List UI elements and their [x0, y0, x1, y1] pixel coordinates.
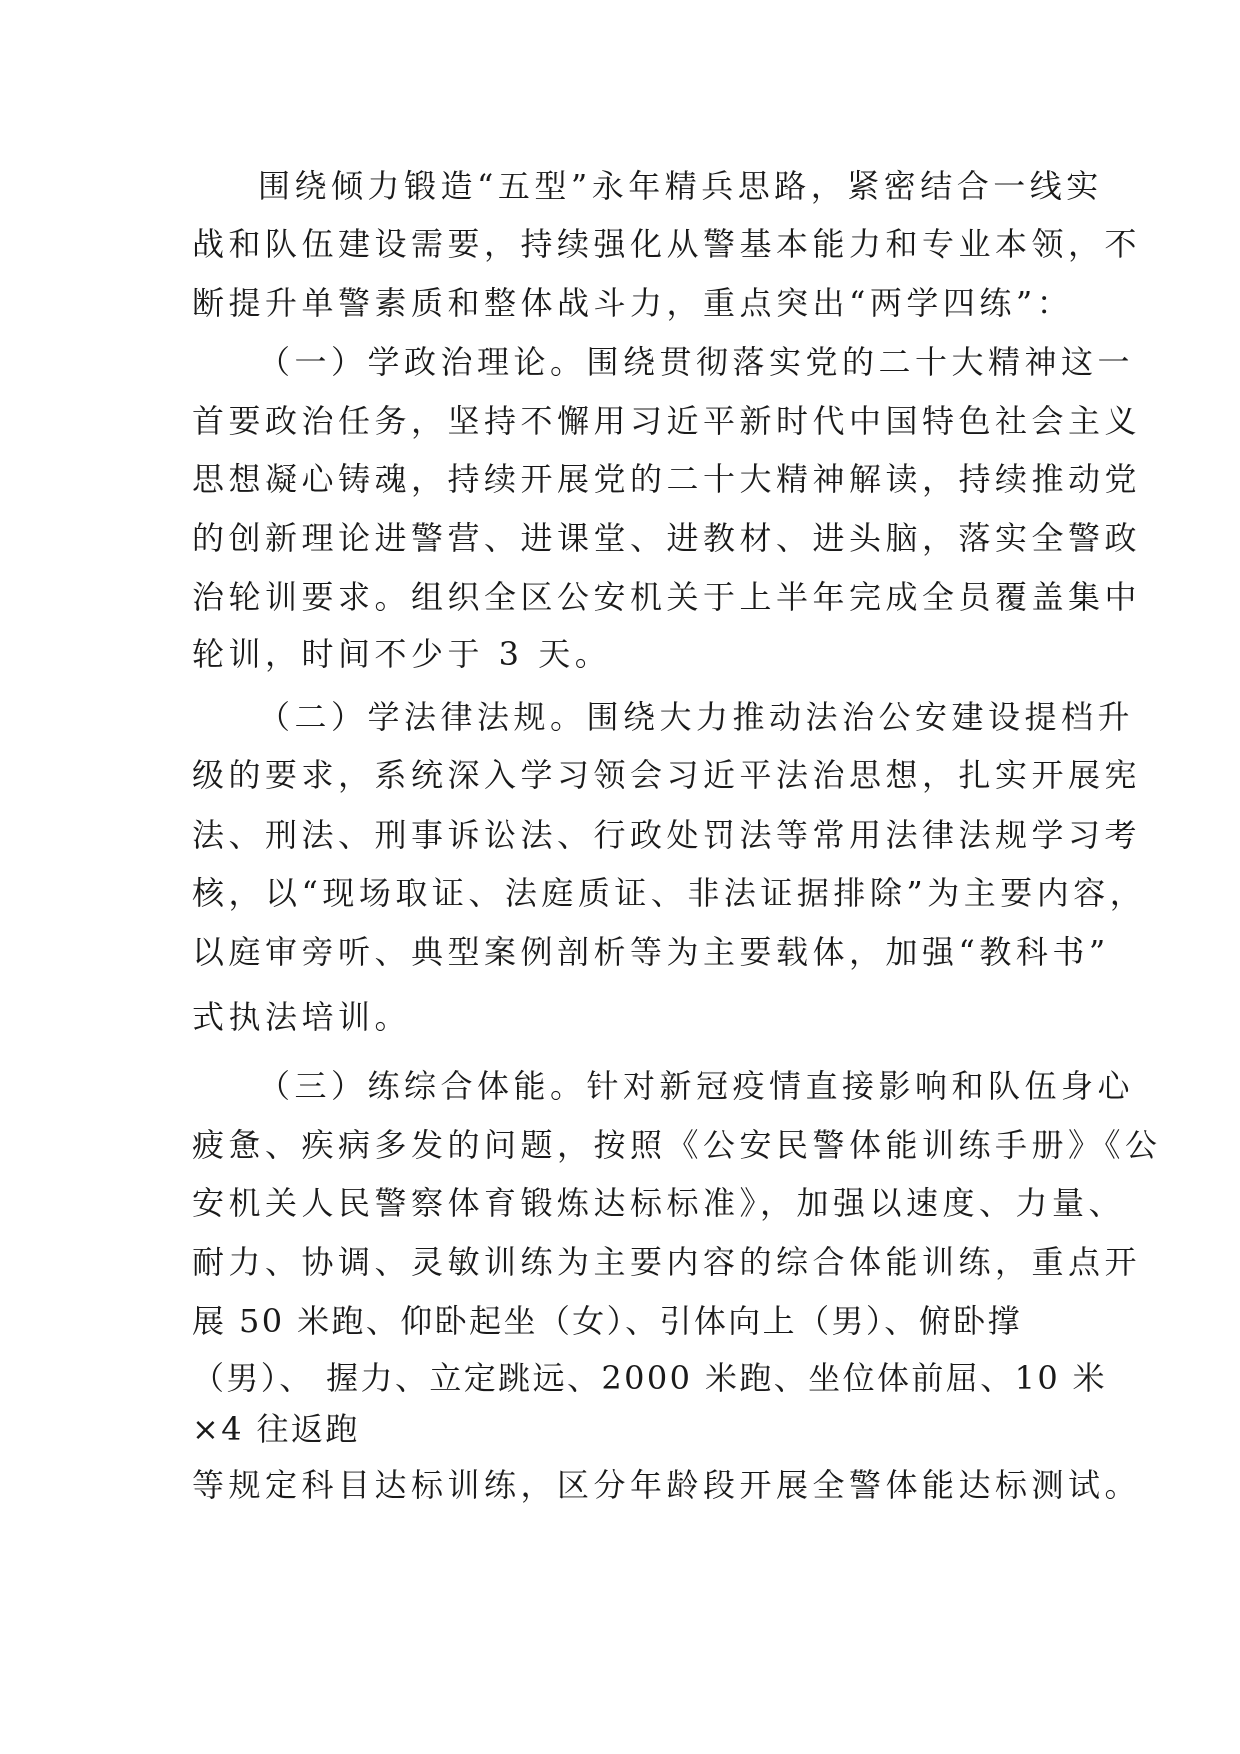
section-1-line-1: （一）学政治理论。围绕贯彻落实党的二十大精神这一 [258, 343, 1135, 381]
section-1-line-5: 治轮训要求。组织全区公安机关于上半年完成全员覆盖集中 [192, 578, 1142, 616]
section-3-line-3: 安机关人民警察体育锻炼达标标准》，加强以速度、力量、 [192, 1184, 1126, 1222]
section-3-line-8: 等规定科目达标训练，区分年龄段开展全警体能达标测试。 [192, 1466, 1142, 1504]
section-2-line-2: 级的要求，系统深入学习领会习近平法治思想，扎实开展宪 [192, 756, 1142, 794]
intro-line-2: 战和队伍建设需要，持续强化从警基本能力和专业本领，不 [192, 225, 1142, 263]
section-2-line-1: （二）学法律法规。围绕大力推动法治公安建设提档升 [258, 698, 1135, 736]
section-3-line-7: ×4 往返跑 [192, 1410, 360, 1448]
section-3-line-5: 展 50 米跑、仰卧起坐（女）、引体向上（男）、俯卧撑 [192, 1302, 1022, 1340]
intro-line-3: 断提升单警素质和整体战斗力，重点突出“两学四练”： [192, 284, 1074, 322]
section-3-line-6: （男）、 握力、立定跳远、2000 米跑、坐位体前屈、10 米 [192, 1359, 1108, 1397]
section-1-line-6: 轮训，时间不少于 3 天。 [192, 635, 612, 673]
section-2-line-3: 法、刑法、刑事诉讼法、行政处罚法等常用法律法规学习考 [192, 816, 1142, 854]
section-3-line-1: （三）练综合体能。针对新冠疫情直接影响和队伍身心 [258, 1067, 1135, 1105]
section-1-line-4: 的创新理论进警营、进课堂、进教材、进头脑，落实全警政 [192, 519, 1142, 557]
section-1-line-2: 首要政治任务，坚持不懈用习近平新时代中国特色社会主义 [192, 402, 1142, 440]
section-2-line-5: 以庭审旁听、典型案例剖析等为主要载体，加强“教科书” [192, 933, 1110, 971]
section-1-line-3: 思想凝心铸魂，持续开展党的二十大精神解读，持续推动党 [192, 460, 1142, 498]
section-3-line-4: 耐力、协调、灵敏训练为主要内容的综合体能训练，重点开 [192, 1243, 1142, 1281]
section-3-line-2: 疲惫、疾病多发的问题，按照《公安民警体能训练手册》《公 [192, 1126, 1162, 1164]
section-2-line-4: 核，以“现场取证、法庭质证、非法证据排除”为主要内容， [192, 874, 1147, 912]
section-2-line-6: 式执法培训。 [192, 998, 412, 1036]
intro-line-1: 围绕倾力锻造“五型”永年精兵思路，紧密结合一线实 [258, 167, 1103, 205]
